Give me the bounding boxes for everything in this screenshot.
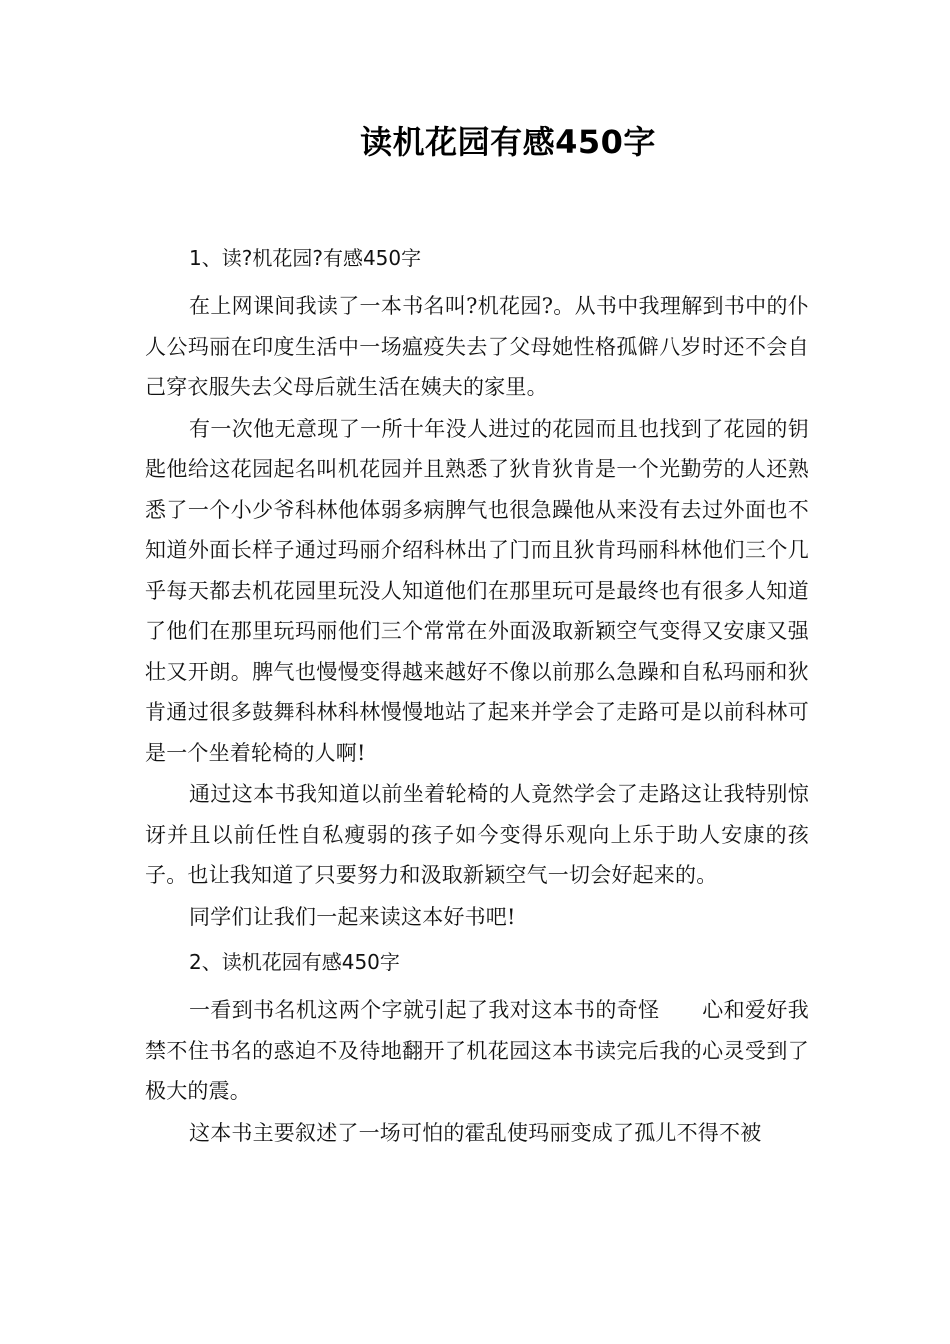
document-body xyxy=(145,236,809,1153)
paragraph: 通过这本书我知道以前坐着轮椅的人竟然学会了走路这让我特别惊讶并且以前任性自私瘦弱的孩子如今变得乐观向上乐于助人安康的孩子。也让我知道了只要努力和汲取新颖空气一切会好起来的。 xyxy=(145,782,809,887)
document-title: 读机花园有感450字 xyxy=(360,123,656,161)
paragraph: 在上网课间我读了一本书名叫?机花园?。从书中我理解到书中的仆人公玛丽在印度生活中一场瘟疫失去了父母她性格孤僻八岁时还不会自己穿衣服失去父母后就生活在姨夫的家里。 xyxy=(145,294,809,399)
paragraph: 有一次他无意现了一所十年没人进过的花园而且也找到了花园的钥匙他给这花园起名叫机花园并且熟悉了狄肯狄肯是一个光勤劳的人还熟悉了一个小少爷科林他体弱多病脾气也很急躁他从来没有去过外面也不知道外面长样子通过玛丽介绍科林出了门而且狄肯玛丽科林他们三个几乎每天都去机花园里玩没人知道他们在那里玩可是最终也有很多人知道了他们在那里玩玛丽他们三个常常在外面汲取新颖空气变得又安康又强壮又开朗。脾气也慢慢变得越来越好不像以前那么急躁和自私玛丽和狄肯通过很多鼓舞科林科林慢慢地站了起来并学会了走路可是以前科林可是一个坐着轮椅的人啊! xyxy=(145,416,809,765)
paragraph: 这本书主要叙述了一场可怕的霍乱使玛丽变成了孤儿不得不被 xyxy=(189,1120,762,1145)
section-heading-1: 1、读?机花园?有感450字 xyxy=(189,246,422,270)
section-heading-2: 2、读机花园有感450字 xyxy=(189,950,400,974)
paragraph: 同学们让我们一起来读这本好书吧! xyxy=(189,904,516,929)
paragraph: 一看到书名机这两个字就引起了我对这本书的奇怪 心和爱好我禁不住书名的惑迫不及待地翻开了机花园这本书读完后我的心灵受到了极大的震。 xyxy=(145,998,809,1103)
